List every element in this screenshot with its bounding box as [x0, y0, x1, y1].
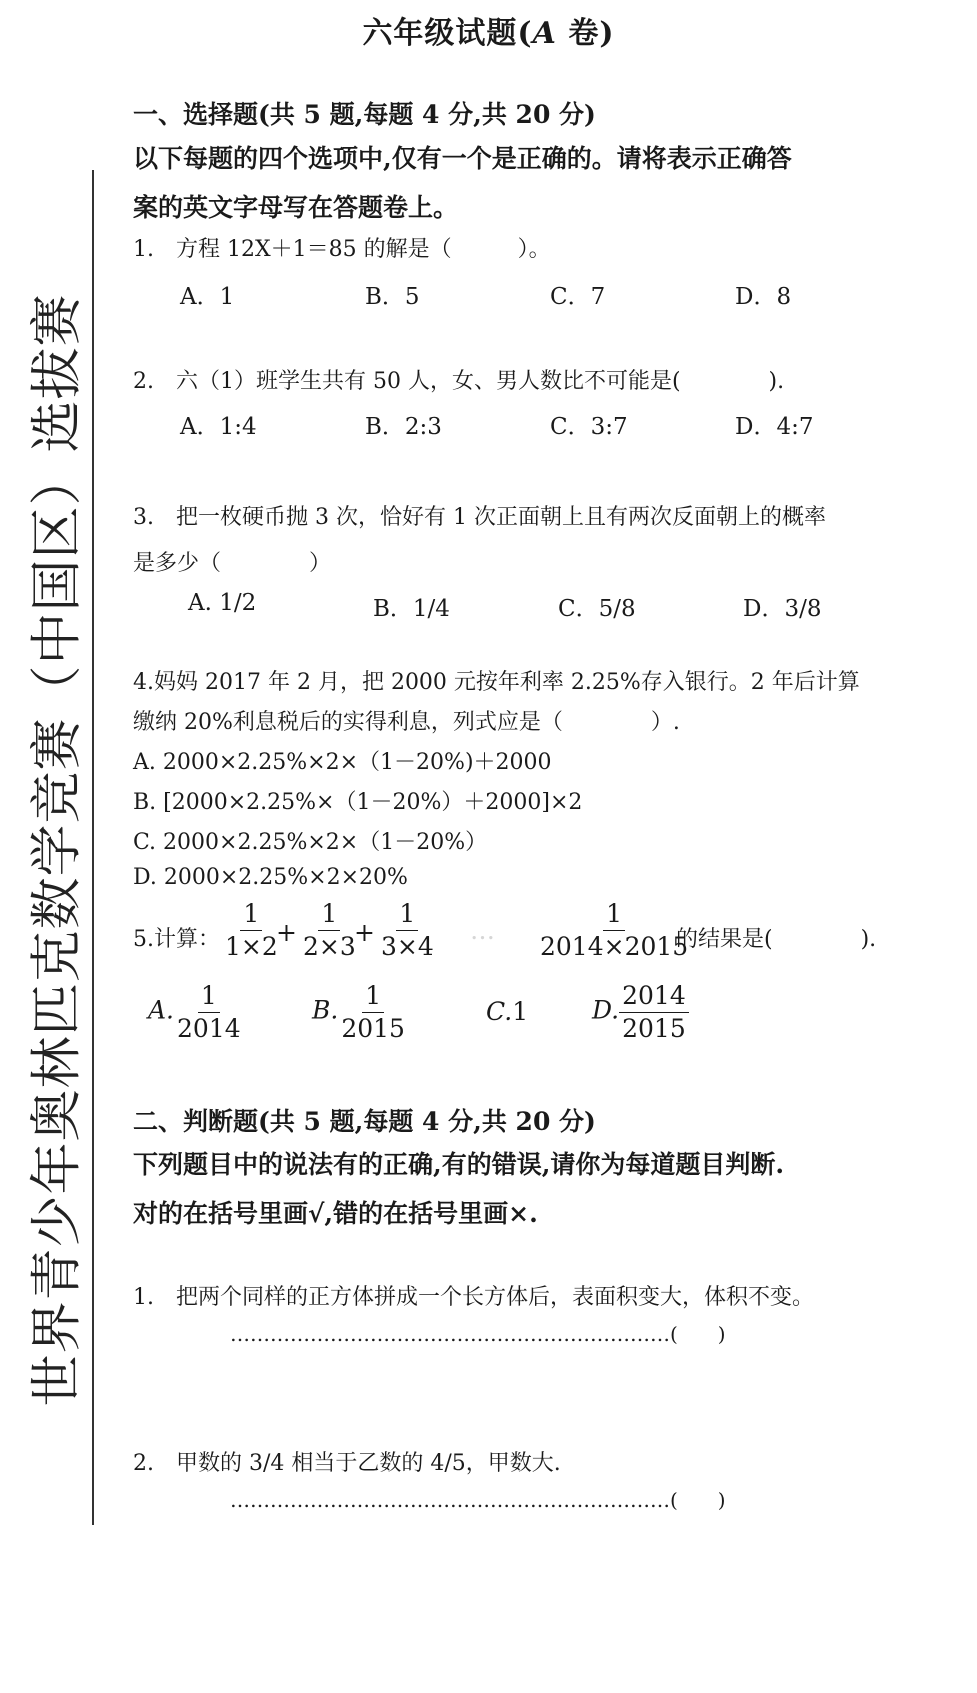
option-c: C．5/8: [558, 596, 636, 622]
question-2: 2. 六（1）班学生共有 50 人，女、男人数比不可能是( ).: [133, 369, 785, 394]
option-b: B．5: [365, 284, 420, 310]
question-5-option-c: C.1: [486, 997, 529, 1026]
question-1: 1. 方程 12X＋1＝85 的解是（ ）。: [133, 237, 551, 262]
question-4-line2: 缴纳 20%利息税后的实得利息，列式应是（ ）.: [133, 710, 680, 735]
question-2-options: [180, 408, 920, 441]
question-5-suffix: 的结果是( ).: [676, 927, 877, 952]
question-4-option-a: A. 2000×2.25%×2×（1－20%)＋2000: [133, 750, 552, 775]
question-3-line1: 3. 把一枚硬币抛 3 次，恰好有 1 次正面朝上且有两次反面朝上的概率: [133, 505, 826, 530]
option-d: D．8: [735, 284, 792, 310]
fraction-1-over-3x4: $\frac{1}{3\times 4}$: [381, 899, 434, 961]
side-banner: [8, 170, 96, 1530]
question-4-option-b: B. [2000×2.25%×（1－20%）＋2000]×2: [133, 790, 583, 815]
answer-line-2: …………………………………………………………( ): [230, 1488, 726, 1512]
side-divider: [92, 170, 94, 1525]
answer-line-1: …………………………………………………………( ): [230, 1322, 726, 1346]
judgment-question-1: 1. 把两个同样的正方体拼成一个长方体后，表面积变大，体积不变。: [133, 1285, 814, 1310]
fraction-1-over-2014x2015: $\frac{1}{2014\times 2015}$: [540, 899, 689, 961]
option-d: D．3/8: [743, 596, 822, 622]
option-c: C．7: [550, 284, 606, 310]
competition-name: 世界青少年奥林匹克数学竞赛（中国区）选拔赛: [27, 293, 88, 1407]
question-4-option-c: C. 2000×2.25%×2×（1－20%）: [133, 830, 488, 855]
option-d: D．4:7: [735, 414, 814, 440]
option-c: C．3:7: [550, 414, 628, 440]
option-a: A．1: [180, 284, 235, 310]
fraction-1-over-1x2: $\frac{1}{1\times 2}$: [225, 899, 278, 961]
question-5-option-d: D. $\frac{2014}{2015}$: [592, 982, 689, 1042]
question-3-line2: 是多少（ ）: [133, 551, 332, 576]
plus-sign: +: [276, 918, 297, 947]
question-3-options: [188, 590, 928, 623]
question-1-options: [180, 278, 920, 311]
section1-heading: 一、选择题(共 5 题,每题 4 分,共 20 分): [133, 100, 596, 129]
question-4-option-d: D. 2000×2.25%×2×20%: [133, 865, 408, 890]
option-a: A. 1/2: [188, 590, 257, 616]
option-b: B．2:3: [365, 414, 442, 440]
ellipsis: …: [470, 916, 495, 945]
question-5-option-a: A. $\frac{1}{2014}$: [148, 981, 241, 1043]
section1-instruction: 以下每题的四个选项中,仅有一个是正确的。请将表示正确答 案的英文字母写在答题卷上。: [133, 144, 792, 222]
judgment-question-2: 2. 甲数的 3/4 相当于乙数的 4/5，甲数大.: [133, 1451, 561, 1476]
plus-sign: +: [354, 918, 375, 947]
option-b: B．1/4: [373, 596, 450, 622]
section2-heading: 二、判断题(共 5 题,每题 4 分,共 20 分): [133, 1107, 596, 1136]
question-4-line1: 4.妈妈 2017 年 2 月，把 2000 元按年利率 2.25%存入银行。2 年后计算: [133, 670, 860, 695]
question-5-option-b: B. $\frac{1}{2015}$: [312, 981, 405, 1043]
question-5-prefix: 5.计算：: [133, 927, 220, 952]
page-title: 六年级试题(A 卷): [362, 16, 615, 51]
section2-instruction: 下列题目中的说法有的正确,有的错误,请你为每道题目判断. 对的在括号里画√,错的在括号里画×.: [133, 1150, 785, 1228]
fraction-1-over-2x3: $\frac{1}{2\times 3}$: [303, 899, 356, 961]
option-a: A．1:4: [180, 414, 257, 440]
